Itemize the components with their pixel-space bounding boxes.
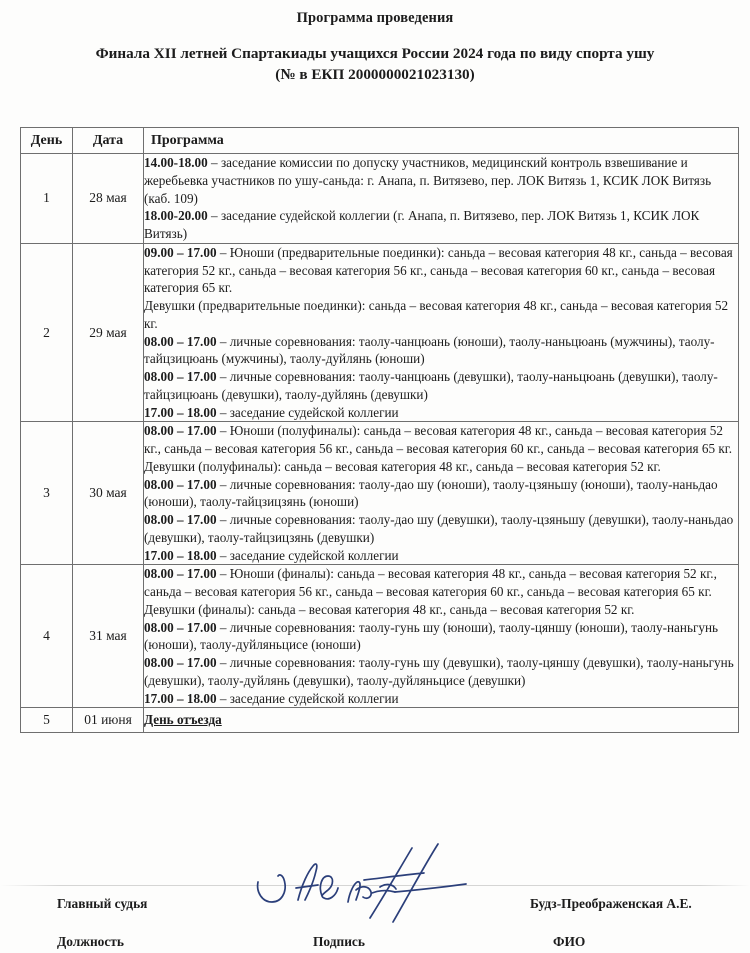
program-line-time: 14.00-18.00 (144, 155, 208, 170)
signature-area (0, 862, 750, 953)
program-line (144, 207, 738, 243)
program-line-text: – личные соревнования: таолу-дао шу (девушки), таолу-цзяньшу (девушки), таолу-наньдао (девушки), таолу-тайцзицзянь (девушки) (144, 512, 734, 545)
cell-day: 2 (21, 243, 73, 422)
program-line (144, 476, 738, 512)
cell-date: 31 мая (73, 565, 144, 708)
signer-role: Главный судья (57, 896, 148, 911)
cell-program (144, 154, 739, 244)
table-header-row (21, 128, 739, 154)
program-line (144, 244, 738, 297)
program-line (144, 422, 738, 458)
program-line-text: – Юноши (полуфиналы): саньда – весовая категория 48 кг., саньда – весовая категория 52 кг., саньда – весовая категория 56 кг., саньда – весовая категория 60 кг., саньда – весовая категория 65 кг. (144, 423, 733, 456)
program-line-time: 18.00-20.00 (144, 208, 208, 224)
program-line-time: 08.00 – 17.00 (144, 423, 217, 439)
program-line (144, 368, 738, 404)
cell-day: 3 (21, 422, 73, 565)
cell-day: 4 (21, 565, 73, 708)
program-line (144, 619, 738, 655)
program-line-text: – заседание судейской коллегии (г. Анапа, п. Витязево, пер. ЛОК Витязь 1, КСИК ЛОК Витязь) (144, 208, 700, 241)
program-line-time: 08.00 – 17.00 (144, 512, 217, 527)
program-table-wrapper (20, 127, 738, 733)
program-line-time: 08.00 – 17.00 (144, 476, 217, 492)
program-line-time: 08.00 – 17.00 (144, 333, 217, 349)
cell-date: 28 мая (73, 154, 144, 244)
program-line-time: 17.00 – 18.00 (144, 547, 217, 563)
scan-artifact-line (0, 885, 750, 886)
table-body (21, 154, 739, 733)
document-subtitle (0, 44, 750, 84)
program-line-text: – личные соревнования: таолу-чанцюань (девушки), таолу-наньцюань (девушки), таолу-тайцзицюань (девушки), таолу-дуйлянь (девушки) (144, 369, 718, 402)
caption-full-name: ФИО (553, 934, 586, 949)
subtitle-line-2: (№ в ЕКП 2000000021023130) (275, 65, 475, 83)
program-line-text: Девушки (предварительные поединки): саньда – весовая категория 48 кг., саньда – весовая категория 52 кг. (144, 298, 729, 331)
table-row (21, 708, 739, 733)
subtitle-line-1: Финала XII летней Спартакиады учащихся России 2024 года по виду спорта ушу (95, 45, 655, 63)
table-row (21, 154, 739, 244)
caption-signature: Подпись (313, 934, 365, 949)
signer-name: Будз-Преображенская А.Е. (530, 896, 692, 911)
program-line-text: – Юноши (предварительные поединки): саньда – весовая категория 48 кг., саньда – весовая категория 52 кг., саньда – весовая категория 56 кг., саньда – весовая категория 60 кг., саньда – весовая категория 65 кг. (144, 244, 733, 296)
program-line (144, 565, 738, 601)
program-line-text: – личные соревнования: таолу-дао шу (юноши), таолу-цзяньшу (юноши), таолу-наньдао (юноши), таолу-тайцзицзянь (юноши) (144, 476, 718, 510)
cell-day: 5 (21, 708, 73, 733)
cell-date: 01 июня (73, 708, 144, 733)
program-line-text: – заседание судейской коллегии (216, 547, 399, 563)
program-line-text: – Юноши (финалы): саньда – весовая категория 48 кг., саньда – весовая категория 52 кг., саньда – весовая категория 56 кг., саньда – весовая категория 60 кг., саньда – весовая категория 65 кг. (144, 566, 717, 599)
program-line-time: 08.00 – 17.00 (144, 369, 217, 384)
cell-program (144, 422, 739, 565)
table-row (21, 422, 739, 565)
program-line (144, 690, 738, 708)
program-line (144, 654, 738, 690)
program-line-text: – заседание судейской коллегии (216, 690, 399, 706)
program-line (144, 333, 738, 369)
page-title: Программа проведения (296, 10, 454, 26)
program-line-text: Девушки (полуфиналы): саньда – весовая категория 48 кг., саньда – весовая категория 52 кг. (144, 458, 661, 474)
program-line (144, 511, 738, 547)
program-line-text: – личные соревнования: таолу-гунь шу (юноши), таолу-цяншу (юноши), таолу-наньгунь (юноши), таолу-дуйляньцисе (юноши) (144, 619, 719, 653)
table-row (21, 565, 739, 708)
departure-day-label: День отъезда (144, 712, 222, 728)
column-header-date: Дата (73, 128, 144, 154)
column-header-program: Программа (144, 128, 739, 154)
program-line-time: 17.00 – 18.00 (144, 690, 217, 706)
program-line (144, 547, 738, 565)
program-line (144, 404, 738, 422)
program-line-time: 17.00 – 18.00 (144, 404, 217, 420)
cell-program (144, 243, 739, 422)
program-line (144, 154, 738, 207)
program-line (144, 601, 738, 619)
caption-position: Должность (57, 934, 124, 949)
program-line-text: – заседание комиссии по допуску участников, медицинский контроль взвешивание и жеребьевка участников по ушу-саньда: г. Анапа, п. Витязево, пер. ЛОК Витязь 1, КСИК ЛОК Витязь (каб. 109) (144, 155, 712, 206)
cell-day: 1 (21, 154, 73, 244)
program-line-text: – личные соревнования: таолу-гунь шу (девушки), таолу-цяншу (девушки), таолу-наньгунь (девушки), таолу-дуйлянь (девушки), таолу-дуйляньцисе (девушки) (144, 655, 734, 688)
cell-date: 29 мая (73, 243, 144, 422)
cell-program (144, 708, 739, 733)
cell-date: 30 мая (73, 422, 144, 565)
program-line (144, 458, 738, 476)
program-line-text: Девушки (финалы): саньда – весовая категория 48 кг., саньда – весовая категория 52 кг. (144, 601, 635, 617)
program-line-time: 09.00 – 17.00 (144, 244, 217, 260)
handwritten-signature (252, 840, 512, 932)
program-line-time: 08.00 – 17.00 (144, 655, 217, 670)
table-header (21, 128, 739, 154)
program-line (144, 297, 738, 333)
cell-program (144, 565, 739, 708)
program-line-time: 08.00 – 17.00 (144, 619, 217, 635)
program-table (20, 127, 739, 733)
program-line-text: – личные соревнования: таолу-чанцюань (юноши), таолу-наньцюань (мужчины), таолу-тайцзицюань (мужчины), таолу-дуйлянь (юноши) (144, 333, 715, 367)
program-line-text: – заседание судейской коллегии (216, 404, 399, 420)
column-header-day: День (21, 128, 73, 154)
document-title-block (0, 0, 750, 85)
program-line-time: 08.00 – 17.00 (144, 566, 217, 582)
table-row (21, 243, 739, 422)
